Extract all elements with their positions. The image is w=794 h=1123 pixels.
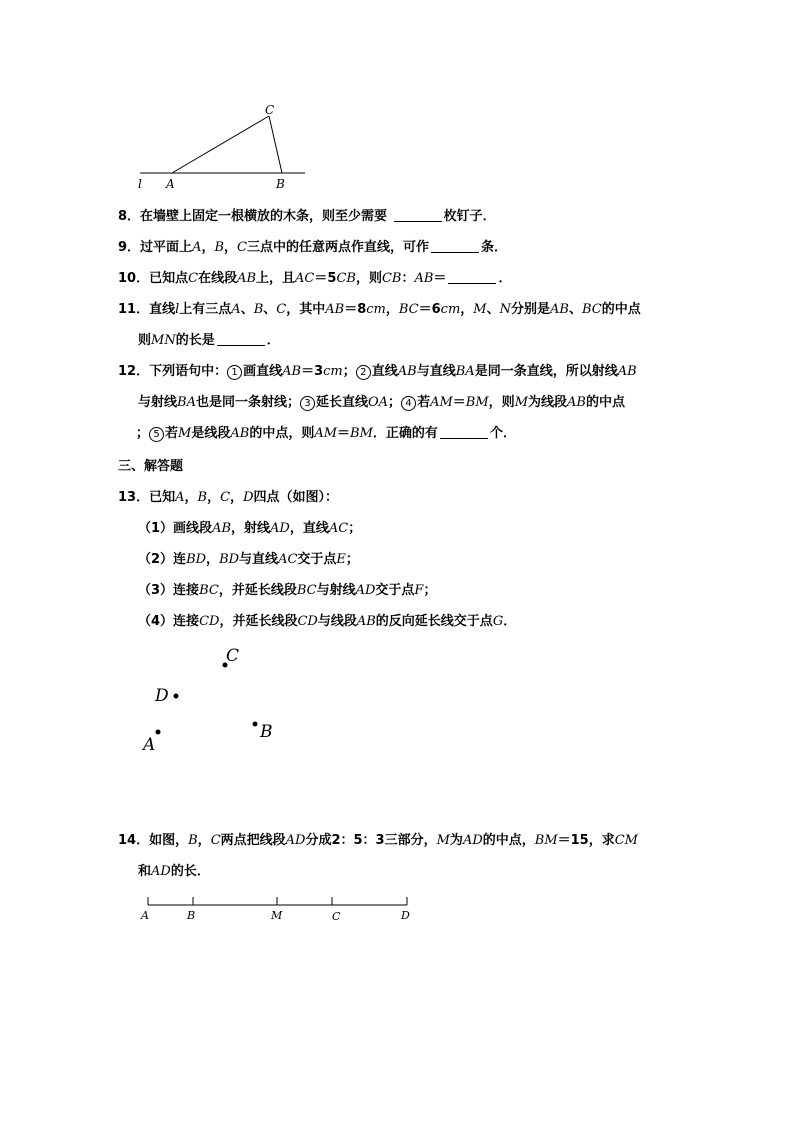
text-fragment: CD: [199, 614, 220, 629]
text-fragment: 连接: [173, 583, 200, 598]
text-fragment: B: [214, 240, 225, 255]
label-a: A: [166, 177, 175, 191]
text-fragment: l: [175, 302, 180, 317]
text-fragment: 延长直线: [315, 395, 368, 410]
circled-number: 4: [401, 396, 416, 411]
text-fragment: ＝: [433, 271, 447, 286]
text-fragment: AD: [462, 833, 483, 848]
label-a: A: [143, 735, 156, 755]
label-c: C: [265, 103, 275, 117]
text-fragment: ，: [201, 240, 215, 255]
text-fragment: 分成2：5：3三部分，: [305, 833, 437, 848]
text-fragment: ，并延长线段: [218, 583, 297, 598]
text-fragment: cm: [440, 302, 461, 317]
text-fragment: BD: [186, 552, 207, 567]
text-fragment: ．正确的有: [372, 426, 438, 441]
text-fragment: 、: [240, 302, 254, 317]
text-fragment: 与射线: [316, 583, 356, 598]
text-fragment: 上有三点: [179, 302, 232, 317]
text-fragment: E: [336, 552, 346, 567]
text-fragment: ，: [207, 490, 221, 505]
text-fragment: ，: [385, 302, 399, 317]
text-fragment: 、: [568, 302, 582, 317]
question-11-line-1: [118, 302, 641, 318]
text-fragment: 与射线: [138, 395, 178, 410]
text-fragment: ．: [503, 614, 517, 629]
text-fragment: 13．: [118, 490, 150, 505]
text-fragment: ＝: [452, 395, 466, 410]
text-fragment: 如图，: [149, 833, 189, 848]
text-fragment: OA: [368, 395, 389, 410]
text-fragment: ，其中: [286, 302, 326, 317]
text-fragment: BM: [534, 833, 558, 848]
question-12-line-2: [138, 395, 625, 411]
text-fragment: ：: [401, 271, 415, 286]
text-fragment: 三点中的任意两点作直线，可作: [247, 240, 430, 255]
question-12-line-3: [136, 426, 516, 442]
text-fragment: BM: [350, 426, 373, 441]
question-14-line-1: [118, 833, 638, 849]
text-fragment: 9．: [118, 240, 141, 255]
text-fragment: 过平面上: [140, 240, 193, 255]
text-fragment: ，射线: [231, 521, 271, 536]
label-d: D: [401, 909, 410, 922]
label-c: C: [332, 910, 341, 923]
question-9: [118, 240, 507, 256]
text-fragment: BC: [296, 583, 317, 598]
text-fragment: AB: [397, 364, 417, 379]
text-fragment: M: [514, 395, 528, 410]
text-fragment: C: [237, 240, 247, 255]
text-fragment: 的反向延长线交于点: [375, 614, 493, 629]
text-fragment: M: [473, 302, 487, 317]
text-fragment: 下列语句中：: [149, 364, 228, 379]
text-fragment: C: [220, 490, 231, 505]
text-fragment: ；: [136, 426, 150, 441]
text-fragment: ，并延长线段: [219, 614, 298, 629]
text-fragment: G: [492, 614, 504, 629]
text-fragment: M: [178, 426, 192, 441]
text-fragment: ，: [460, 302, 474, 317]
text-fragment: ，: [197, 833, 211, 848]
text-fragment: BA: [177, 395, 196, 410]
point-b: [253, 722, 258, 727]
answer-blank-8[interactable]: [394, 209, 442, 222]
text-fragment: 12．: [118, 364, 150, 379]
text-fragment: 的中点，: [482, 833, 535, 848]
question-13-step-1: [138, 521, 361, 537]
text-fragment: CB: [336, 271, 356, 286]
text-fragment: 、: [263, 302, 277, 317]
text-fragment: 在墙壁上固定一根横放的木条，则至少需要: [140, 209, 388, 224]
text-fragment: AD: [285, 833, 306, 848]
answer-blank-9[interactable]: [431, 240, 479, 253]
text-fragment: ＝3: [301, 364, 324, 379]
text-fragment: （1）: [138, 521, 174, 536]
text-fragment: C: [210, 833, 221, 848]
text-fragment: 连接: [173, 614, 200, 629]
text-fragment: F: [414, 583, 424, 598]
answer-blank-10[interactable]: [448, 271, 496, 284]
text-fragment: 在线段: [198, 271, 238, 286]
text-fragment: A: [175, 490, 185, 505]
text-fragment: 为线段: [528, 395, 568, 410]
text-fragment: BD: [219, 552, 240, 567]
text-fragment: 与线段: [317, 614, 357, 629]
text-fragment: ，则: [488, 395, 515, 410]
text-fragment: 的长是: [175, 333, 215, 348]
text-fragment: （4）: [138, 614, 174, 629]
text-fragment: 若: [165, 426, 179, 441]
text-fragment: AB: [550, 302, 569, 317]
label-l: l: [138, 177, 142, 191]
label-b: B: [187, 909, 196, 922]
text-fragment: C: [188, 271, 199, 286]
text-fragment: 的中点: [585, 395, 625, 410]
question-13: [118, 490, 338, 506]
segment-figure: [135, 893, 425, 928]
text-fragment: 的中点: [601, 302, 641, 317]
text-fragment: ．: [498, 271, 512, 286]
text-fragment: CD: [297, 614, 318, 629]
circled-number: 2: [356, 365, 371, 380]
text-fragment: M: [436, 833, 450, 848]
text-fragment: ＝: [337, 426, 351, 441]
text-fragment: ，则: [355, 271, 382, 286]
text-fragment: 的中点，则: [249, 426, 315, 441]
text-fragment: 11．: [118, 302, 150, 317]
text-fragment: AB: [414, 271, 434, 286]
point-d: [174, 694, 179, 699]
answer-blank-12[interactable]: [440, 426, 488, 439]
text-fragment: AC: [295, 271, 315, 286]
text-fragment: BC: [581, 302, 602, 317]
text-fragment: ＝8: [344, 302, 367, 317]
question-11-line-2: [138, 333, 280, 349]
text-fragment: ，直线: [289, 521, 329, 536]
text-fragment: ．: [266, 333, 280, 348]
text-fragment: 枚钉子．: [443, 209, 496, 224]
label-d: D: [155, 686, 169, 706]
text-fragment: 是线段: [191, 426, 231, 441]
text-fragment: 已知点: [149, 271, 189, 286]
text-fragment: ，: [224, 240, 238, 255]
text-fragment: ＝15，求: [557, 833, 615, 848]
text-fragment: AB: [237, 271, 257, 286]
question-12-line-1: [118, 364, 637, 380]
text-fragment: cm: [366, 302, 386, 317]
label-b: B: [276, 177, 285, 191]
text-fragment: 交于点: [375, 583, 415, 598]
question-13-step-3: [138, 583, 436, 599]
text-fragment: cm: [323, 364, 343, 379]
text-fragment: AB: [356, 614, 376, 629]
text-fragment: 若: [417, 395, 431, 410]
text-fragment: BA: [455, 364, 475, 379]
text-fragment: BC: [398, 302, 419, 317]
text-fragment: BC: [199, 583, 219, 598]
segment-cb: [269, 116, 282, 173]
text-fragment: 10．: [118, 271, 150, 286]
question-13-step-2: [138, 552, 359, 568]
text-fragment: 连: [173, 552, 187, 567]
segment-ac: [172, 116, 269, 173]
text-fragment: CB: [381, 271, 402, 286]
answer-blank-11[interactable]: [217, 333, 265, 346]
label-m: M: [271, 909, 283, 922]
text-fragment: A: [231, 302, 241, 317]
text-fragment: AB: [212, 521, 232, 536]
text-fragment: 的长．: [170, 864, 210, 879]
text-fragment: AB: [230, 426, 250, 441]
question-14-line-2: [138, 864, 210, 880]
text-fragment: ，: [230, 490, 244, 505]
circled-number: 5: [149, 427, 164, 442]
text-fragment: AC: [278, 552, 298, 567]
question-10: [118, 271, 511, 287]
question-13-step-4: [138, 614, 516, 630]
text-fragment: 是同一条直线，所以射线: [474, 364, 618, 379]
circled-number: 3: [300, 396, 315, 411]
text-fragment: BM: [465, 395, 489, 410]
text-fragment: 个．: [489, 426, 516, 441]
text-fragment: ，: [206, 552, 220, 567]
circled-number: 1: [227, 365, 242, 380]
text-fragment: 已知: [149, 490, 176, 505]
question-8: [118, 209, 496, 225]
text-fragment: CM: [614, 833, 638, 848]
text-fragment: ；: [342, 364, 356, 379]
text-fragment: B: [253, 302, 264, 317]
text-fragment: 为: [449, 833, 463, 848]
text-fragment: 上，且: [256, 271, 296, 286]
text-fragment: 也是同一条射线；: [195, 395, 300, 410]
text-fragment: A: [192, 240, 202, 255]
text-fragment: ，: [184, 490, 198, 505]
text-fragment: 、: [486, 302, 500, 317]
text-fragment: 则: [138, 333, 152, 348]
text-fragment: 画直线: [243, 364, 283, 379]
text-fragment: B: [188, 833, 198, 848]
text-fragment: AM: [314, 426, 338, 441]
label-a: A: [141, 909, 149, 922]
text-fragment: （2）: [138, 552, 174, 567]
text-fragment: AB: [325, 302, 345, 317]
four-points-figure: [140, 640, 290, 760]
text-fragment: 两点把线段: [220, 833, 286, 848]
text-fragment: AD: [151, 864, 171, 879]
text-fragment: N: [499, 302, 511, 317]
text-fragment: 14．: [118, 833, 150, 848]
section-heading: 三、解答题: [118, 459, 184, 474]
text-fragment: C: [276, 302, 287, 317]
text-fragment: 四点（如图）：: [253, 490, 339, 505]
text-fragment: ＝5: [314, 271, 337, 286]
text-fragment: ；: [423, 583, 437, 598]
text-fragment: AD: [270, 521, 290, 536]
triangle-figure: [130, 100, 320, 195]
text-fragment: AC: [328, 521, 349, 536]
text-fragment: 与直线: [416, 364, 456, 379]
text-fragment: 交于点: [297, 552, 337, 567]
text-fragment: 分别是: [511, 302, 551, 317]
text-fragment: ；: [345, 552, 359, 567]
text-fragment: 直线: [149, 302, 176, 317]
text-fragment: AM: [430, 395, 453, 410]
text-fragment: ；: [388, 395, 402, 410]
text-fragment: （3）: [138, 583, 174, 598]
text-fragment: 和: [138, 864, 152, 879]
point-a: [156, 730, 161, 735]
text-fragment: 画线段: [173, 521, 213, 536]
text-fragment: AB: [567, 395, 586, 410]
text-fragment: 8．: [118, 209, 141, 224]
text-fragment: 与直线: [239, 552, 279, 567]
text-fragment: D: [243, 490, 254, 505]
text-fragment: 直线: [371, 364, 398, 379]
text-fragment: ＝6: [418, 302, 441, 317]
text-fragment: AB: [617, 364, 637, 379]
text-fragment: AB: [282, 364, 302, 379]
text-fragment: MN: [151, 333, 176, 348]
label-c: C: [226, 646, 240, 666]
text-fragment: B: [197, 490, 208, 505]
text-fragment: ；: [348, 521, 362, 536]
text-fragment: AD: [355, 583, 376, 598]
label-b: B: [260, 722, 273, 742]
text-fragment: 条．: [481, 240, 508, 255]
